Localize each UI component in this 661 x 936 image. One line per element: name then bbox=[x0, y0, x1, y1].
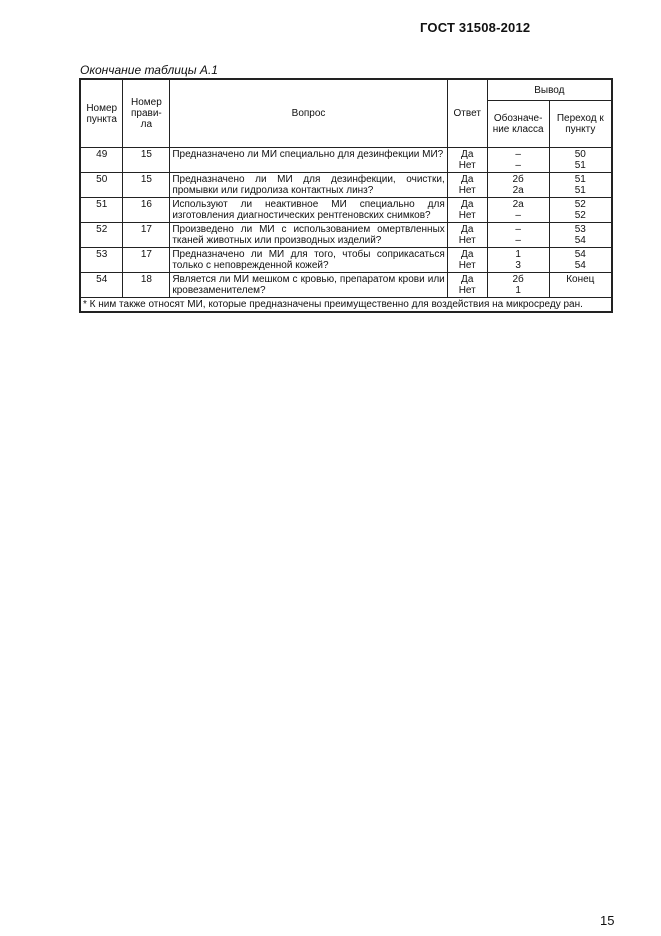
table-caption: Окончание таблицы А.1 bbox=[80, 63, 218, 77]
table-row bbox=[80, 248, 612, 273]
page-number: 15 bbox=[600, 913, 615, 928]
cell-num bbox=[80, 223, 123, 248]
cell-goto bbox=[549, 198, 612, 223]
cell-num: 51 bbox=[96, 199, 108, 210]
cell-class bbox=[487, 273, 549, 298]
classification-table bbox=[79, 78, 613, 313]
table-row bbox=[80, 173, 612, 198]
cell-num bbox=[80, 248, 123, 273]
cell-num: 49 bbox=[96, 149, 108, 160]
cell-question bbox=[170, 198, 447, 223]
cell-answer bbox=[447, 273, 487, 298]
cell-answer-yes: Да bbox=[461, 149, 474, 160]
cell-answer-yes: Да bbox=[461, 174, 474, 185]
cell-goto-no: 52 bbox=[574, 210, 586, 221]
cell-answer-no: Нет bbox=[458, 160, 476, 171]
cell-rule bbox=[123, 198, 170, 223]
cell-class bbox=[487, 223, 549, 248]
cell-rule: 18 bbox=[140, 274, 152, 285]
cell-rule: 15 bbox=[140, 174, 152, 185]
table-row bbox=[80, 198, 612, 223]
cell-class-no: 1 bbox=[515, 285, 521, 296]
cell-class-yes: – bbox=[515, 224, 521, 235]
cell-answer bbox=[447, 173, 487, 198]
cell-class bbox=[487, 248, 549, 273]
cell-answer-no: Нет bbox=[458, 285, 476, 296]
cell-answer bbox=[447, 148, 487, 173]
cell-answer-no: Нет bbox=[458, 210, 476, 221]
table-row bbox=[80, 148, 612, 173]
standard-header: ГОСТ 31508-2012 bbox=[420, 20, 531, 35]
cell-question bbox=[170, 148, 447, 173]
cell-class-yes: 2б bbox=[512, 274, 524, 285]
cell-goto-no: 54 bbox=[574, 260, 586, 271]
cell-answer bbox=[447, 198, 487, 223]
cell-num bbox=[80, 148, 123, 173]
cell-class-yes: 2б bbox=[512, 174, 524, 185]
cell-goto-no: 51 bbox=[574, 160, 586, 171]
cell-answer-no: Нет bbox=[458, 235, 476, 246]
cell-rule bbox=[123, 148, 170, 173]
cell-answer-no: Нет bbox=[458, 260, 476, 271]
cell-goto-yes: 50 bbox=[574, 149, 586, 160]
cell-goto-yes: 53 bbox=[574, 224, 586, 235]
cell-rule bbox=[123, 173, 170, 198]
cell-num bbox=[80, 198, 123, 223]
col-header-answer: Ответ bbox=[447, 79, 487, 148]
cell-num bbox=[80, 173, 123, 198]
cell-question bbox=[170, 173, 447, 198]
cell-question bbox=[170, 273, 447, 298]
col-header-class: Обозначе-ние класса bbox=[487, 101, 549, 148]
cell-num: 52 bbox=[96, 224, 108, 235]
cell-answer bbox=[447, 248, 487, 273]
cell-question: Предназначено ли МИ для дезинфекции, очистки, промывки или гидролиза контактных линз? bbox=[172, 174, 445, 196]
table-footnote: * К ним также относят МИ, которые предназначены преимущественно для воздействия на микросреду ран. bbox=[80, 298, 612, 313]
cell-goto bbox=[549, 273, 612, 298]
cell-goto-yes: 51 bbox=[574, 174, 586, 185]
cell-class-no: – bbox=[515, 210, 521, 221]
cell-class-no: – bbox=[515, 235, 521, 246]
cell-goto bbox=[549, 173, 612, 198]
cell-rule: 17 bbox=[140, 224, 152, 235]
cell-answer bbox=[447, 223, 487, 248]
cell-goto-no: 51 bbox=[574, 185, 586, 196]
cell-question: Является ли МИ мешком с кровью, препаратом крови или кровезаменителем? bbox=[172, 274, 445, 296]
cell-goto bbox=[549, 248, 612, 273]
col-header-question: Вопрос bbox=[170, 79, 447, 148]
cell-goto-yes: Конец bbox=[566, 274, 595, 285]
table-row bbox=[80, 273, 612, 298]
cell-answer-yes: Да bbox=[461, 274, 474, 285]
cell-class bbox=[487, 173, 549, 198]
cell-rule bbox=[123, 273, 170, 298]
cell-class-yes: 1 bbox=[515, 249, 521, 260]
cell-rule: 17 bbox=[140, 249, 152, 260]
cell-answer-yes: Да bbox=[461, 224, 474, 235]
cell-answer-no: Нет bbox=[458, 185, 476, 196]
cell-rule bbox=[123, 248, 170, 273]
col-header-rule: Номер прави-ла bbox=[123, 79, 170, 148]
cell-goto bbox=[549, 223, 612, 248]
cell-question bbox=[170, 248, 447, 273]
cell-rule: 15 bbox=[140, 149, 152, 160]
cell-answer-yes: Да bbox=[461, 249, 474, 260]
cell-goto bbox=[549, 148, 612, 173]
cell-class bbox=[487, 148, 549, 173]
col-header-output: Вывод bbox=[487, 79, 612, 101]
table-row bbox=[80, 223, 612, 248]
cell-class-no: – bbox=[515, 160, 521, 171]
cell-num: 53 bbox=[96, 249, 108, 260]
cell-rule: 16 bbox=[140, 199, 152, 210]
cell-question: Предназначено ли МИ для того, чтобы соприкасаться только с неповрежденной кожей? bbox=[172, 249, 445, 271]
col-header-num: Номер пункта bbox=[80, 79, 123, 148]
cell-answer-yes: Да bbox=[461, 199, 474, 210]
cell-rule bbox=[123, 223, 170, 248]
cell-class-no: 2а bbox=[512, 185, 524, 196]
col-header-goto: Переход к пункту bbox=[549, 101, 612, 148]
cell-class-yes: – bbox=[515, 149, 521, 160]
cell-question: Используют ли неактивное МИ специально для изготовления диагностических рентгеновских снимков? bbox=[172, 199, 445, 221]
cell-num: 54 bbox=[96, 274, 108, 285]
cell-class-no: 3 bbox=[515, 260, 521, 271]
cell-class-yes: 2а bbox=[512, 199, 524, 210]
cell-goto-no: 54 bbox=[574, 235, 586, 246]
cell-question: Предназначено ли МИ специально для дезинфекции МИ? bbox=[172, 149, 444, 160]
cell-num bbox=[80, 273, 123, 298]
cell-question bbox=[170, 223, 447, 248]
cell-goto-yes: 52 bbox=[574, 199, 586, 210]
cell-goto-yes: 54 bbox=[574, 249, 586, 260]
cell-num: 50 bbox=[96, 174, 108, 185]
cell-class bbox=[487, 198, 549, 223]
cell-question: Произведено ли МИ с использованием омертвленных тканей животных или производных изделий? bbox=[172, 224, 445, 246]
